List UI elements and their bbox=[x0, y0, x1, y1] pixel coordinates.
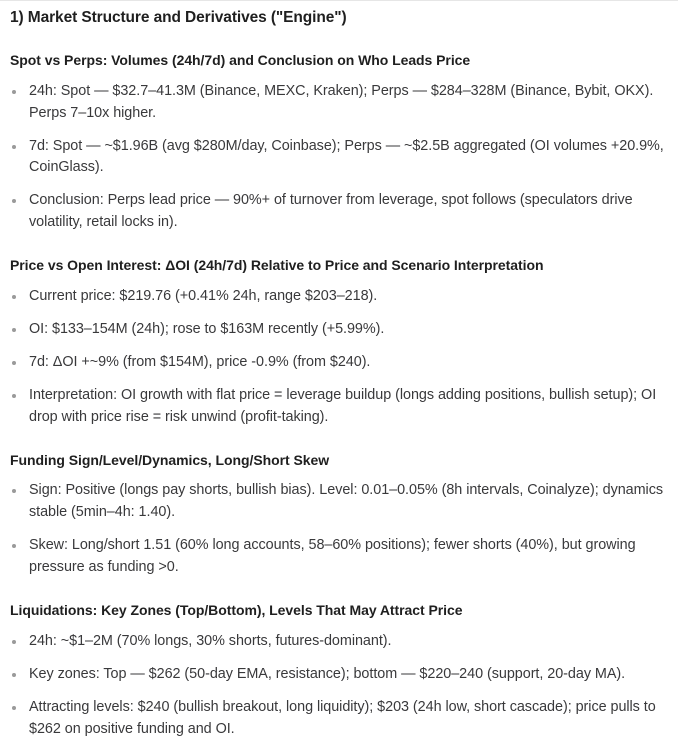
list-item bbox=[10, 319, 668, 341]
bullet-dot-icon bbox=[12, 90, 16, 94]
bullet-dot-icon bbox=[12, 673, 16, 677]
list-item-text: 7d: ΔOI +~9% (from $154M), price -0.9% (from $240). bbox=[29, 353, 371, 370]
section-price-vs-open-interest bbox=[10, 234, 668, 428]
section-spot-vs-perps bbox=[10, 29, 668, 234]
bullet-dot-icon bbox=[12, 640, 16, 644]
list-item-text: Current price: $219.76 (+0.41% 24h, range $203–218). bbox=[29, 288, 378, 305]
section-heading: Spot vs Perps: Volumes (24h/7d) and Conclusion on Who Leads Price bbox=[10, 51, 471, 68]
bullet-dot-icon bbox=[12, 328, 16, 332]
bullet-dot-icon bbox=[12, 295, 16, 299]
bullet-dot-icon bbox=[12, 394, 16, 398]
list-item-text: Sign: Positive (longs pay shorts, bullish bias). Level: 0.01–0.05% (8h intervals, Coinalyze); dynamics stable (5min–4h: 1.40). bbox=[29, 482, 663, 521]
list-item-text: Interpretation: OI growth with flat price = leverage buildup (longs adding positions, bullish setup); OI drop with price rise = risk unwind (profit-taking). bbox=[29, 386, 657, 425]
list-item-text: OI: $133–154M (24h); rose to $163M recently (+5.99%). bbox=[29, 320, 385, 337]
bullet-dot-icon bbox=[12, 199, 16, 203]
list-item bbox=[10, 81, 668, 125]
list-item-text: 7d: Spot — ~$1.96B (avg $280M/day, Coinbase); Perps — ~$2.5B aggregated (OI volumes +20.9%, CoinGlass). bbox=[29, 137, 664, 176]
list-item-text: Conclusion: Perps lead price — 90%+ of turnover from leverage, spot follows (speculators drive volatility, retail locks in). bbox=[29, 192, 633, 231]
bullet-list bbox=[10, 70, 668, 234]
bullet-dot-icon bbox=[12, 361, 16, 365]
bullet-dot-icon bbox=[12, 489, 16, 493]
list-item-text: 24h: Spot — $32.7–41.3M (Binance, MEXC, Kraken); Perps — $284–328M (Binance, Bybit, OKX). Perps 7–10x higher. bbox=[29, 82, 654, 121]
section-heading: Liquidations: Key Zones (Top/Bottom), Levels That May Attract Price bbox=[10, 601, 463, 618]
bullet-list bbox=[10, 275, 668, 428]
top-divider bbox=[0, 0, 678, 1]
bullet-dot-icon bbox=[12, 145, 16, 149]
list-item bbox=[10, 286, 668, 308]
page-title: 1) Market Structure and Derivatives ("Engine") bbox=[10, 9, 347, 26]
section-heading: Funding Sign/Level/Dynamics, Long/Short Skew bbox=[10, 451, 330, 468]
list-item bbox=[10, 136, 668, 180]
list-item bbox=[10, 480, 668, 524]
list-item-text: Key zones: Top — $262 (50-day EMA, resistance); bottom — $220–240 (support, 20-day MA). bbox=[29, 665, 626, 682]
list-item bbox=[10, 352, 668, 374]
list-item bbox=[10, 664, 668, 686]
list-item-text: 24h: ~$1–2M (70% longs, 30% shorts, futures-dominant). bbox=[29, 632, 392, 649]
list-item bbox=[10, 697, 668, 740]
section-heading: Price vs Open Interest: ΔOI (24h/7d) Relative to Price and Scenario Interpretation bbox=[10, 257, 544, 274]
list-item-text: Skew: Long/short 1.51 (60% long accounts, 58–60% positions); fewer shorts (40%), but growing pressure as funding >0. bbox=[29, 537, 636, 576]
section-liquidations bbox=[10, 579, 668, 740]
section-funding-and-skew bbox=[10, 429, 668, 579]
list-item bbox=[10, 385, 668, 429]
list-item bbox=[10, 535, 668, 579]
list-item-text: Attracting levels: $240 (bullish breakout, long liquidity); $203 (24h low, short cascade); price pulls to $262 on positive funding and OI. bbox=[29, 698, 656, 737]
bullet-dot-icon bbox=[12, 706, 16, 710]
bullet-list bbox=[10, 469, 668, 579]
bullet-dot-icon bbox=[12, 544, 16, 548]
list-item bbox=[10, 190, 668, 234]
list-item bbox=[10, 631, 668, 653]
